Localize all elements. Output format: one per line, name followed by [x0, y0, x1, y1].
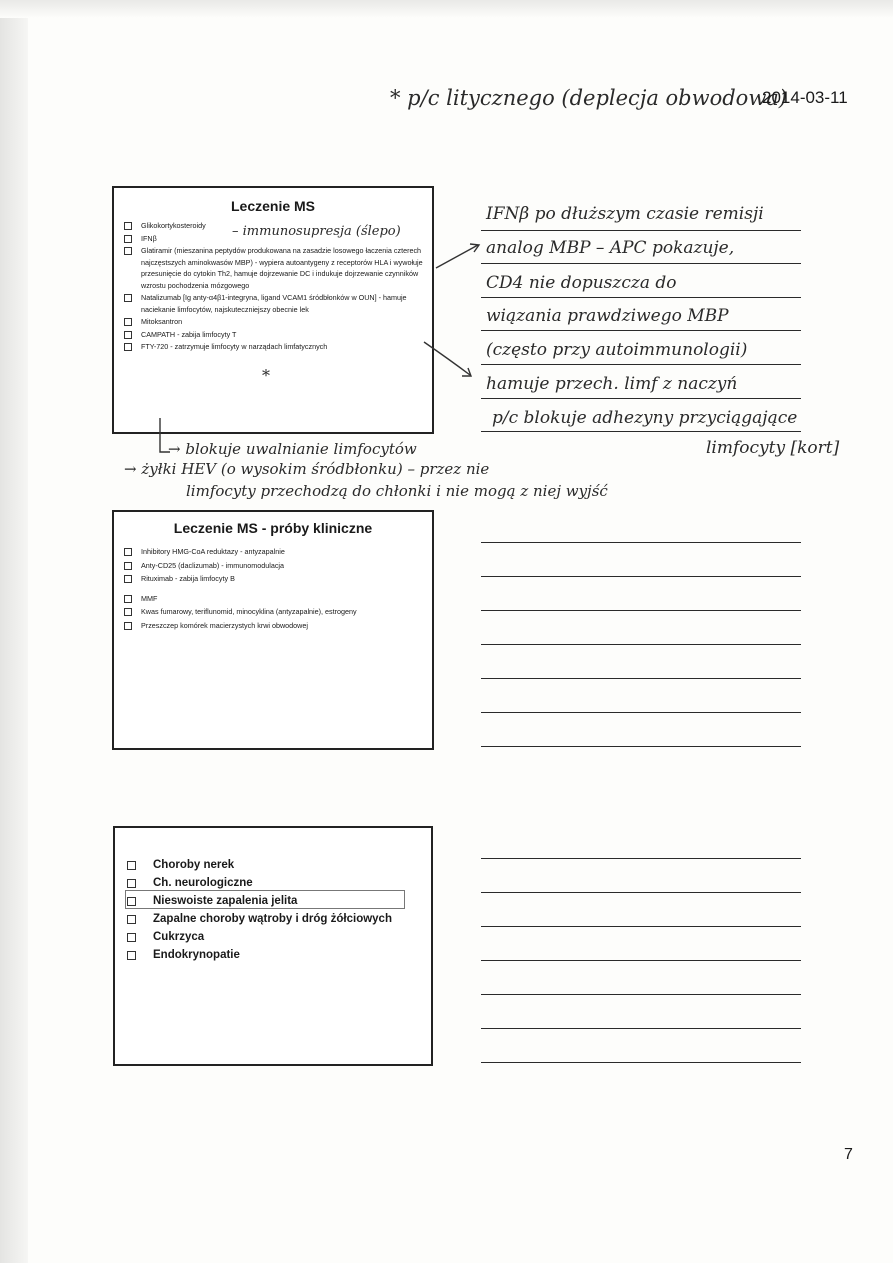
list-item: Glatiramir (mieszanina peptydów produkowana na zasadzie losowego łaczenia czterech najczęstszych aminokwasów MBP) - wypiera autoantygeny z receptorów HLA i wywołuje przesunięcie do cytokin Th2, hamuje dojrzewanie DC i indukuje dojrzewanie czynników wzrostu pochodzenia mózgowego	[124, 245, 426, 291]
list-item: Choroby nerek	[127, 856, 425, 874]
handwritten-line: CD4 nie dopuszcza do	[486, 273, 677, 293]
ruled-line	[481, 330, 801, 331]
ruled-line	[481, 230, 801, 231]
list-item: MMF	[124, 593, 426, 606]
page-number: 7	[844, 1146, 853, 1163]
list-item: Przeszczep komórek macierzystych krwi obwodowej	[124, 620, 426, 633]
list-item: Rituximab - zabija limfocyty B	[124, 573, 426, 586]
handwritten-line: wiązania prawdziwego MBP	[486, 306, 729, 326]
ruled-line	[481, 542, 801, 543]
ruled-line	[481, 746, 801, 747]
ruled-line	[481, 678, 801, 679]
list-item: Inhibitory HMG-CoA reduktazy - antyzapalnie	[124, 546, 426, 559]
ruled-line	[481, 364, 801, 365]
list-item: Ch. neurologiczne	[127, 874, 425, 892]
slide-title: Leczenie MS	[230, 198, 316, 214]
list-item: Kwas fumarowy, teriflunomid, minocyklina (antyzapalnie), estrogeny	[124, 606, 426, 619]
ruled-line	[481, 892, 801, 893]
handwritten-star: *	[262, 366, 270, 385]
slide-title: Leczenie MS - próby kliniczne	[173, 520, 373, 536]
handwritten-line: limfocyty [kort]	[706, 438, 840, 458]
handwritten-line: IFNβ po dłuższym czasie remisji	[486, 204, 764, 224]
list-item: Anty-CD25 (daclizumab) - immunomodulacja	[124, 560, 426, 573]
page-date: 2014-03-11	[762, 88, 848, 107]
ruled-line	[481, 858, 801, 859]
ruled-line	[481, 431, 801, 432]
ruled-line	[481, 712, 801, 713]
handwritten-fty-note: limfocyty przechodzą do chłonki i nie mogą z niej wyjść	[186, 482, 608, 500]
ruled-line	[481, 644, 801, 645]
handwritten-fty-note: → blokuje uwalnianie limfocytów	[168, 440, 417, 458]
ruled-line	[481, 610, 801, 611]
ruled-line	[481, 297, 801, 298]
ruled-line	[481, 926, 801, 927]
handwritten-gks-note: – immunosupresja (ślepo)	[232, 224, 401, 239]
handwritten-line: analog MBP – APC pokazuje,	[486, 238, 735, 258]
list-item: Zapalne choroby wątroby i dróg żółciowych	[127, 910, 425, 928]
ruled-line	[481, 398, 801, 399]
ruled-line	[481, 576, 801, 577]
ruled-line	[481, 1028, 801, 1029]
ruled-line	[481, 994, 801, 995]
list-item: Nieswoiste zapalenia jelita	[127, 892, 425, 910]
handwritten-line: p/c blokuje adhezyny przyciągające	[492, 408, 798, 428]
list-item: CAMPATH - zabija limfocyty T	[124, 329, 426, 341]
list-item: Cukrzyca	[127, 928, 425, 946]
list-item: Glikokortykosteroidy	[124, 220, 426, 232]
list-item: Mitoksantron	[124, 316, 426, 328]
handwritten-fty-note: → żyłki HEV (o wysokim śródbłonku) – przez nie	[124, 460, 490, 478]
list-item: FTY-720 - zatrzymuje limfocyty w narządach limfatycznych	[124, 341, 426, 353]
ruled-line	[481, 1062, 801, 1063]
list-item: Natalizumab [Ig anty-α4β1-integryna, ligand VCAM1 śródbłonków w OUN] - hamuje naciekanie limfocytów, najskuteczniejszy obecnie lek	[124, 292, 426, 315]
handwritten-line: (często przy autoimmunologii)	[486, 340, 748, 360]
ruled-line	[481, 960, 801, 961]
list-item: IFNβ	[124, 233, 426, 245]
ruled-line	[481, 263, 801, 264]
header-handwritten-note: * p/c litycznego (deplecja obwodowa)	[390, 86, 788, 110]
handwritten-line: hamuje przech. limf z naczyń	[486, 374, 738, 394]
list-item: Endokrynopatie	[127, 946, 425, 964]
